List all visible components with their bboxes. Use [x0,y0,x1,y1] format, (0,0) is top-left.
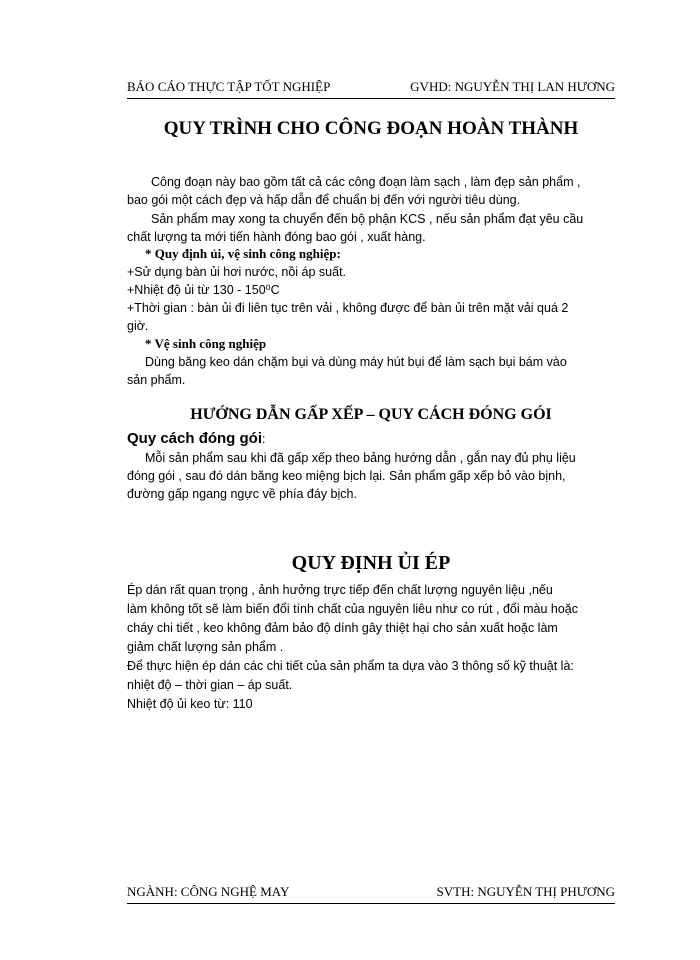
section1-p2-line2: chất lượng ta mới tiến hành đóng bao gói , xuất hàng. [127,230,426,244]
section1-rule3-line1: +Thời gian : bàn ủi đi liên tục trên vải , không được để bàn ủi trên mặt vải quá 2 [127,301,569,315]
header-report-title: BÁO CÁO THỰC TẬP TỐT NGHIỆP [127,79,331,94]
section3-line3: cháy chi tiết , keo không đảm bảo độ dính gây thiệt hại cho sản xuất hoặc làm [127,621,558,635]
section3-title: QUY ĐỊNH ỦI ÉP [291,552,451,574]
footer-student: SVTH: NGUYỄN THỊ PHƯƠNG [436,884,615,899]
section1-rule3-line2: giờ. [127,319,149,333]
section2-title: HƯỚNG DẪN GẤP XẾP – QUY CÁCH ĐÓNG GÓI [190,406,552,423]
section1-p1-line2: bao gói một cách đẹp và hấp dẫn để chuẩn bị đến với người tiêu dùng. [127,193,521,207]
section3-line1: Ép dán rất quan trọng , ảnh hưởng trực tiếp đến chất lượng nguyên liệu ,nếu [127,583,553,597]
section3-line5: Để thực hiện ép dán các chi tiết của sản phẩm ta dựa vào 3 thông số kỹ thuật là: [127,659,574,673]
section1-rule-heading: * Quy định ủi, vệ sinh công nghiệp: [145,246,341,261]
page-footer [127,881,615,904]
section2-subheading-colon: : [262,432,266,446]
section2-line3: đường gấp ngang ngực về phía đáy bịch. [127,487,357,501]
section1-hygiene-line1: Dùng băng keo dán chặm bụi và dùng máy hút bụi để làm sạch bụi bám vào [145,355,567,369]
page-header [127,76,615,99]
section2-subheading [127,428,266,450]
section1-rule1: +Sử dụng bàn ủi hơi nước, nồi áp suất. [127,265,347,279]
section2-subheading-text: Quy cách đóng gói [127,430,263,447]
section1-p1-line1: Công đoạn này bao gồm tất cả các công đoạn làm sạch , làm đẹp sản phẩm , [151,175,581,189]
section1-hygiene-line2: sản phẩm. [127,373,186,387]
header-advisor: GVHD: NGUYỄN THỊ LAN HƯƠNG [410,79,615,94]
section3-line7: Nhiệt độ ủi keo từ: 110 [127,697,253,711]
section2-line1: Mỗi sản phẩm sau khi đã gấp xếp theo bảng hướng dẫn , gắn nay đủ phụ liệu [145,451,576,465]
section2-line2: đóng gói , sau đó dán băng keo miệng bịch lại. Sản phẩm gấp xếp bỏ vào bịnh, [127,469,566,483]
footer-major: NGÀNH: CÔNG NGHỆ MAY [127,884,290,899]
section1-rule2: +Nhiệt độ ủi từ 130 - 150⁰C [127,283,280,297]
section3-line4: giảm chất lượng sản phẩm . [127,640,284,654]
section1-title: QUY TRÌNH CHO CÔNG ĐOẠN HOÀN THÀNH [163,118,579,139]
section3-line2: làm không tốt sẽ làm biến đổi tính chất của nguyên liêu như co rút , đổi màu hoặc [127,602,579,616]
section1-p2-line1: Sản phẩm may xong ta chuyển đến bộ phận KCS , nếu sản phẩm đạt yêu cầu [151,212,584,226]
section1-hygiene-heading: * Vệ sinh công nghiệp [145,336,267,351]
section3-line6: nhiệt độ – thời gian – áp suất. [127,678,293,692]
